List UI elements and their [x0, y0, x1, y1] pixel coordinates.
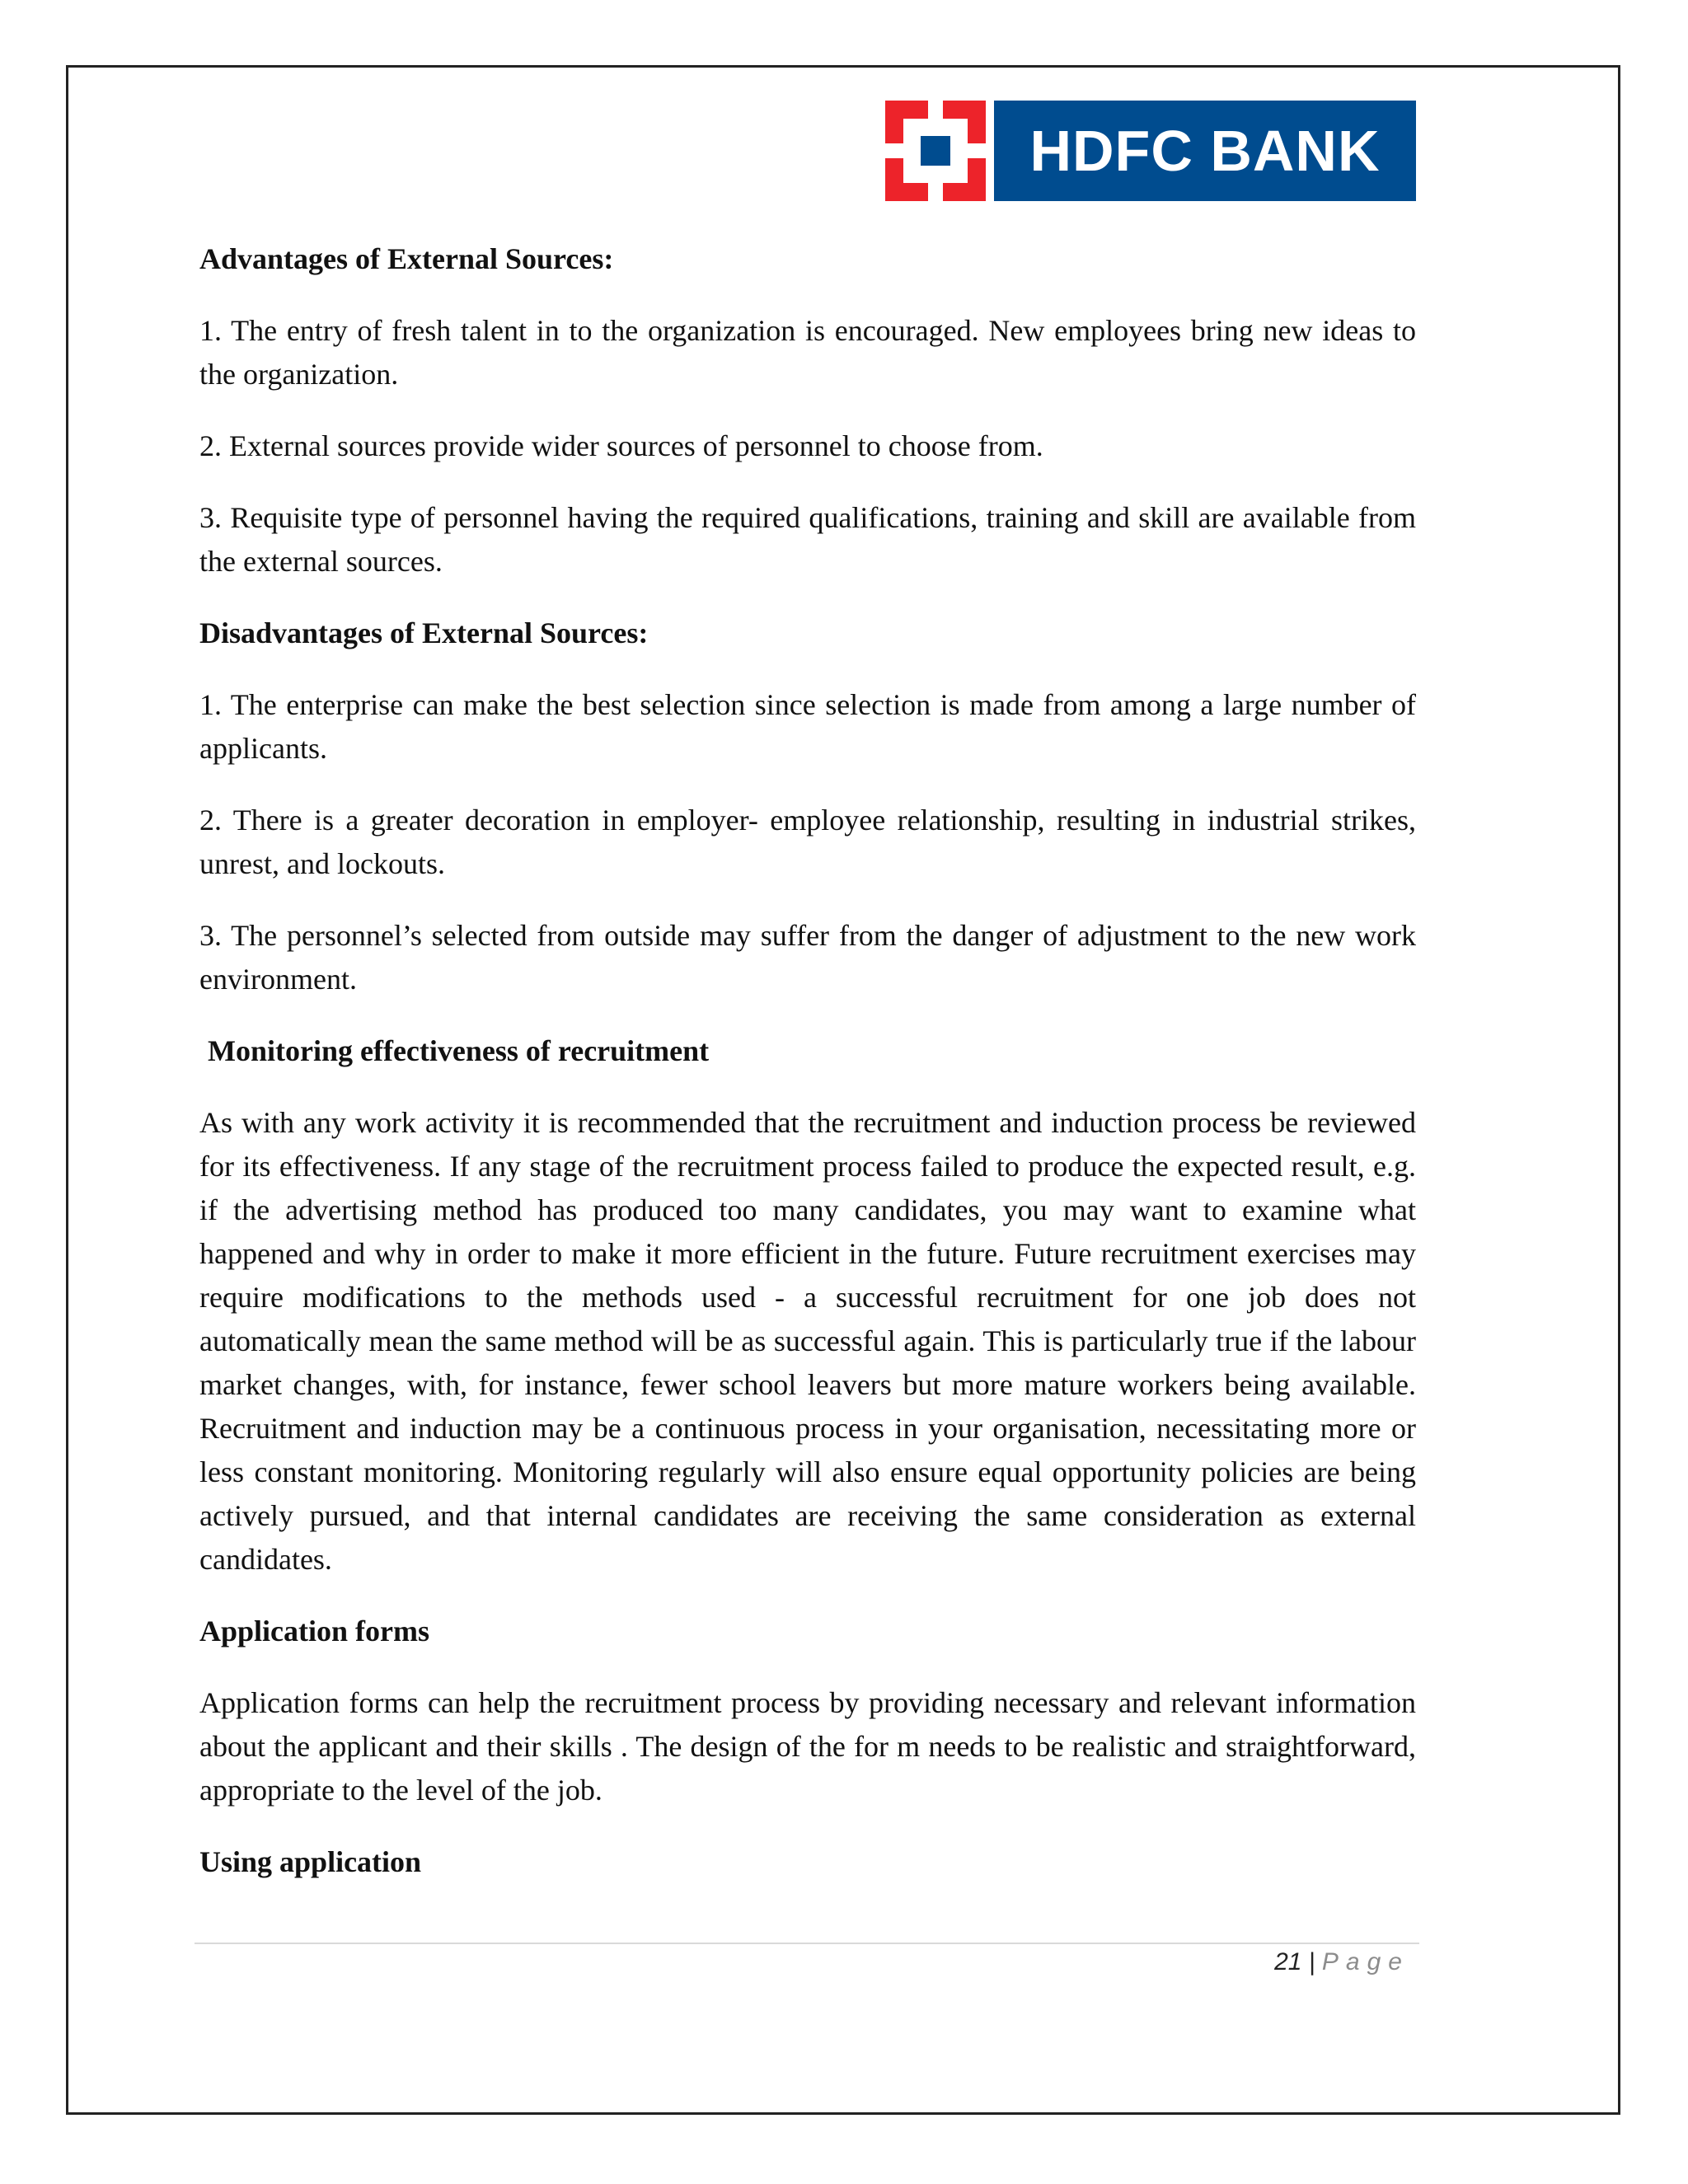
disadvantages-heading: Disadvantages of External Sources: [199, 616, 649, 649]
document-body [199, 237, 1416, 1884]
hdfc-bank-logo [885, 101, 1416, 201]
advantages-heading: Advantages of External Sources: [199, 242, 614, 275]
logo-text: HDFC BANK [994, 101, 1416, 201]
footer-separator: | [1308, 1948, 1315, 1975]
using-application-heading: Using application [199, 1845, 422, 1878]
advantage-item-1: 1. The entry of fresh talent in to the organization is encouraged. New employees bring new ideas to the organization. [199, 314, 1416, 391]
disadvantage-item-1: 1. The enterprise can make the best selection since selection is made from among a large number of applicants. [199, 688, 1416, 765]
page-number: 21 [1274, 1948, 1302, 1975]
monitoring-paragraph: As with any work activity it is recommended that the recruitment and induction process be reviewed for its effectiveness. If any stage of the recruitment process failed to produce the expected result, e.g. if the advertising method has produced too many candidates, you may want to examine what happened and why in order to make it more efficient in the future. Future recruitment exercises may require modifications to the methods used - a successful recruitment for one job does not automatically mean the same method will be as successful again. This is particularly true if the labour market changes, with, for instance, fewer school leavers but more mature workers being available. Recruitment and induction may be a continuous process in your organisation, necessitating more or less constant monitoring. Monitoring regularly will also ensure equal opportunity policies are being actively pursued, and that internal candidates are receiving the same consideration as external candidates. [199, 1106, 1416, 1576]
monitoring-heading: Monitoring effectiveness of recruitment [208, 1034, 710, 1067]
application-forms-heading: Application forms [199, 1615, 429, 1647]
advantage-item-2: 2. External sources provide wider sources of personnel to choose from. [199, 429, 1043, 462]
disadvantage-item-2: 2. There is a greater decoration in employer- employee relationship, resulting in industrial strikes, unrest, and lockouts. [199, 804, 1416, 880]
advantage-item-3: 3. Requisite type of personnel having the required qualifications, training and skill are available from the external sources. [199, 501, 1416, 578]
footer-divider [195, 1943, 1419, 1944]
page-footer [1274, 1948, 1409, 1976]
disadvantage-item-3: 3. The personnel’s selected from outside may suffer from the danger of adjustment to the new work environment. [199, 919, 1416, 996]
application-forms-paragraph: Application forms can help the recruitment process by providing necessary and relevant information about the applicant and their skills . The design of the for m needs to be realistic and straightforward, appropriate to the level of the job. [199, 1686, 1416, 1807]
hdfc-logo-mark-icon [885, 101, 986, 201]
page-word: Page [1321, 1948, 1409, 1975]
